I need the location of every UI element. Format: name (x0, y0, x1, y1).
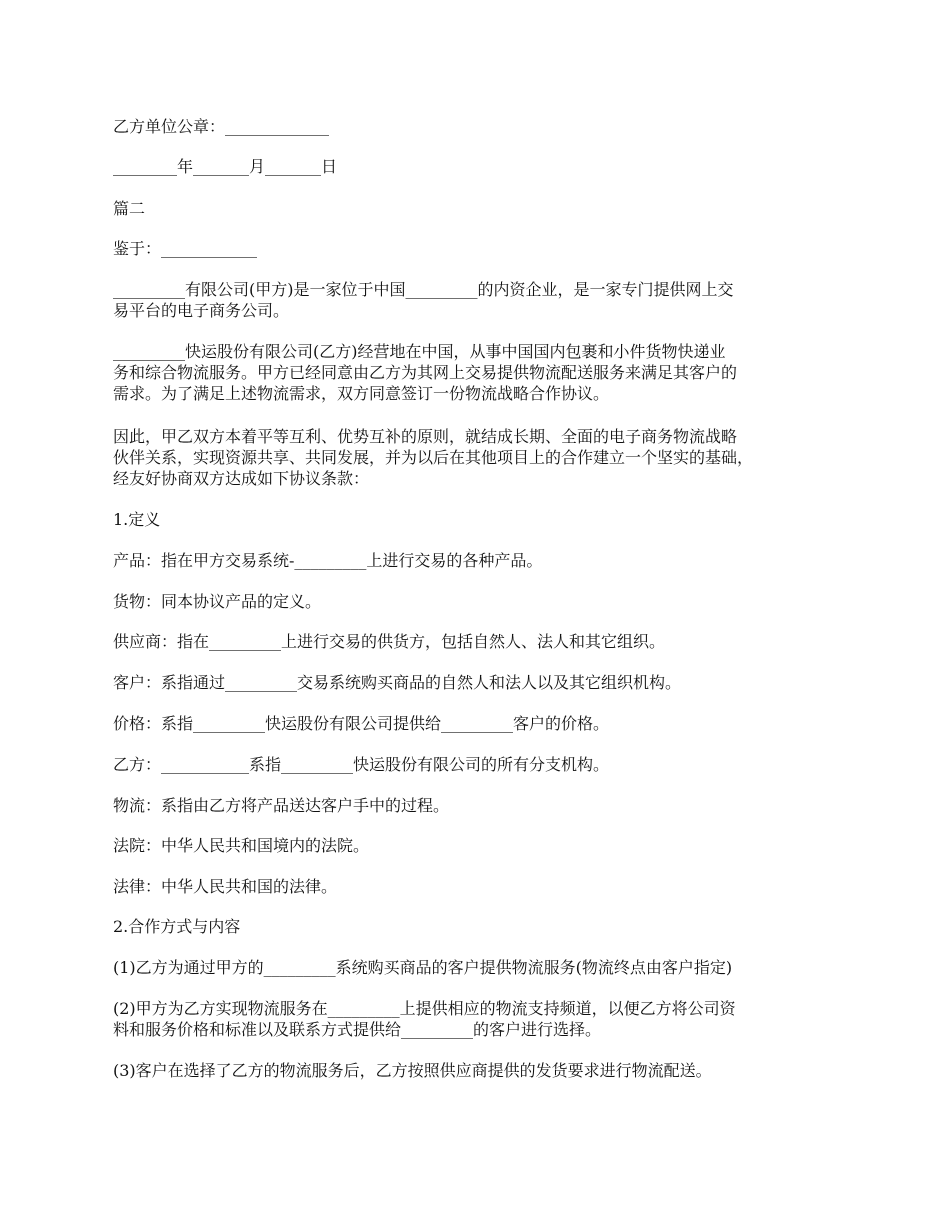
whereas-line: 鉴于：____________ (113, 239, 258, 258)
definition-court: 法院：中华人民共和国境内的法院。 (113, 836, 370, 855)
paragraph-line: 料和服务价格和标准以及联系方式提供给_________的客户进行选择。 (113, 1020, 602, 1039)
seal-line: 乙方单位公章：_____________ (113, 117, 330, 136)
definition-law: 法律：中华人民共和国的法律。 (113, 877, 338, 896)
paragraph-party-b (113, 341, 853, 404)
paragraph-party-a (113, 279, 853, 321)
paragraph-line: (2)甲方为乙方实现物流服务在_________上提供相应的物流支持频道，以便乙方将公司资 (113, 999, 736, 1018)
cooperation-item-1: (1)乙方为通过甲方的_________系统购买商品的客户提供物流服务(物流终点由客户指定) (113, 958, 733, 977)
paragraph-line: 因此，甲乙双方本着平等互利、优势互补的原则，就结成长期、全面的电子商务物流战略 (113, 427, 738, 446)
heading-cooperation: 2.合作方式与内容 (113, 917, 241, 936)
definition-price: 价格：系指_________快运股份有限公司提供给_________客户的价格。 (113, 714, 610, 733)
definition-customer: 客户：系指通过_________交易系统购买商品的自然人和法人以及其它组织机构。 (113, 673, 682, 692)
paragraph-line: 伙伴关系，实现资源共享、共同发展，并为以后在其他项目上的合作建立一个坚实的基础， (113, 448, 754, 467)
paragraph-line: _________有限公司(甲方)是一家位于中国_________的内资企业，是一家专门提供网上交 (113, 280, 734, 299)
definition-product: 产品：指在甲方交易系统-_________上进行交易的各种产品。 (113, 551, 543, 570)
definition-logistics: 物流：系指由乙方将产品送达客户手中的过程。 (113, 796, 450, 815)
definition-goods: 货物：同本协议产品的定义。 (113, 592, 322, 611)
date-line: ________年_______月_______日 (113, 157, 338, 176)
paragraph-line: 易平台的电子商务公司。 (113, 301, 290, 320)
definition-supplier: 供应商：指在_________上进行交易的供货方，包括自然人、法人和其它组织。 (113, 632, 666, 651)
paragraph-therefore (113, 426, 853, 489)
paragraph-line: _________快运股份有限公司(乙方)经营地在中国，从事中国国内包裹和小件货物快递业 (113, 342, 726, 361)
definition-party-b: 乙方：___________系指_________快运股份有限公司的所有分支机构。 (113, 755, 610, 774)
paragraph-line: 需求。为了满足上述物流需求，双方同意签订一份物流战略合作协议。 (113, 384, 610, 403)
cooperation-item-3: (3)客户在选择了乙方的物流服务后，乙方按照供应商提供的发货要求进行物流配送。 (113, 1061, 712, 1080)
cooperation-item-2 (113, 998, 853, 1040)
paragraph-line: 经友好协商双方达成如下协议条款： (113, 469, 370, 488)
paragraph-line: 务和综合物流服务。甲方已经同意由乙方为其网上交易提供物流配送服务来满足其客户的 (113, 363, 738, 382)
heading-definitions: 1.定义 (113, 510, 161, 529)
section-title: 篇二 (113, 199, 146, 218)
